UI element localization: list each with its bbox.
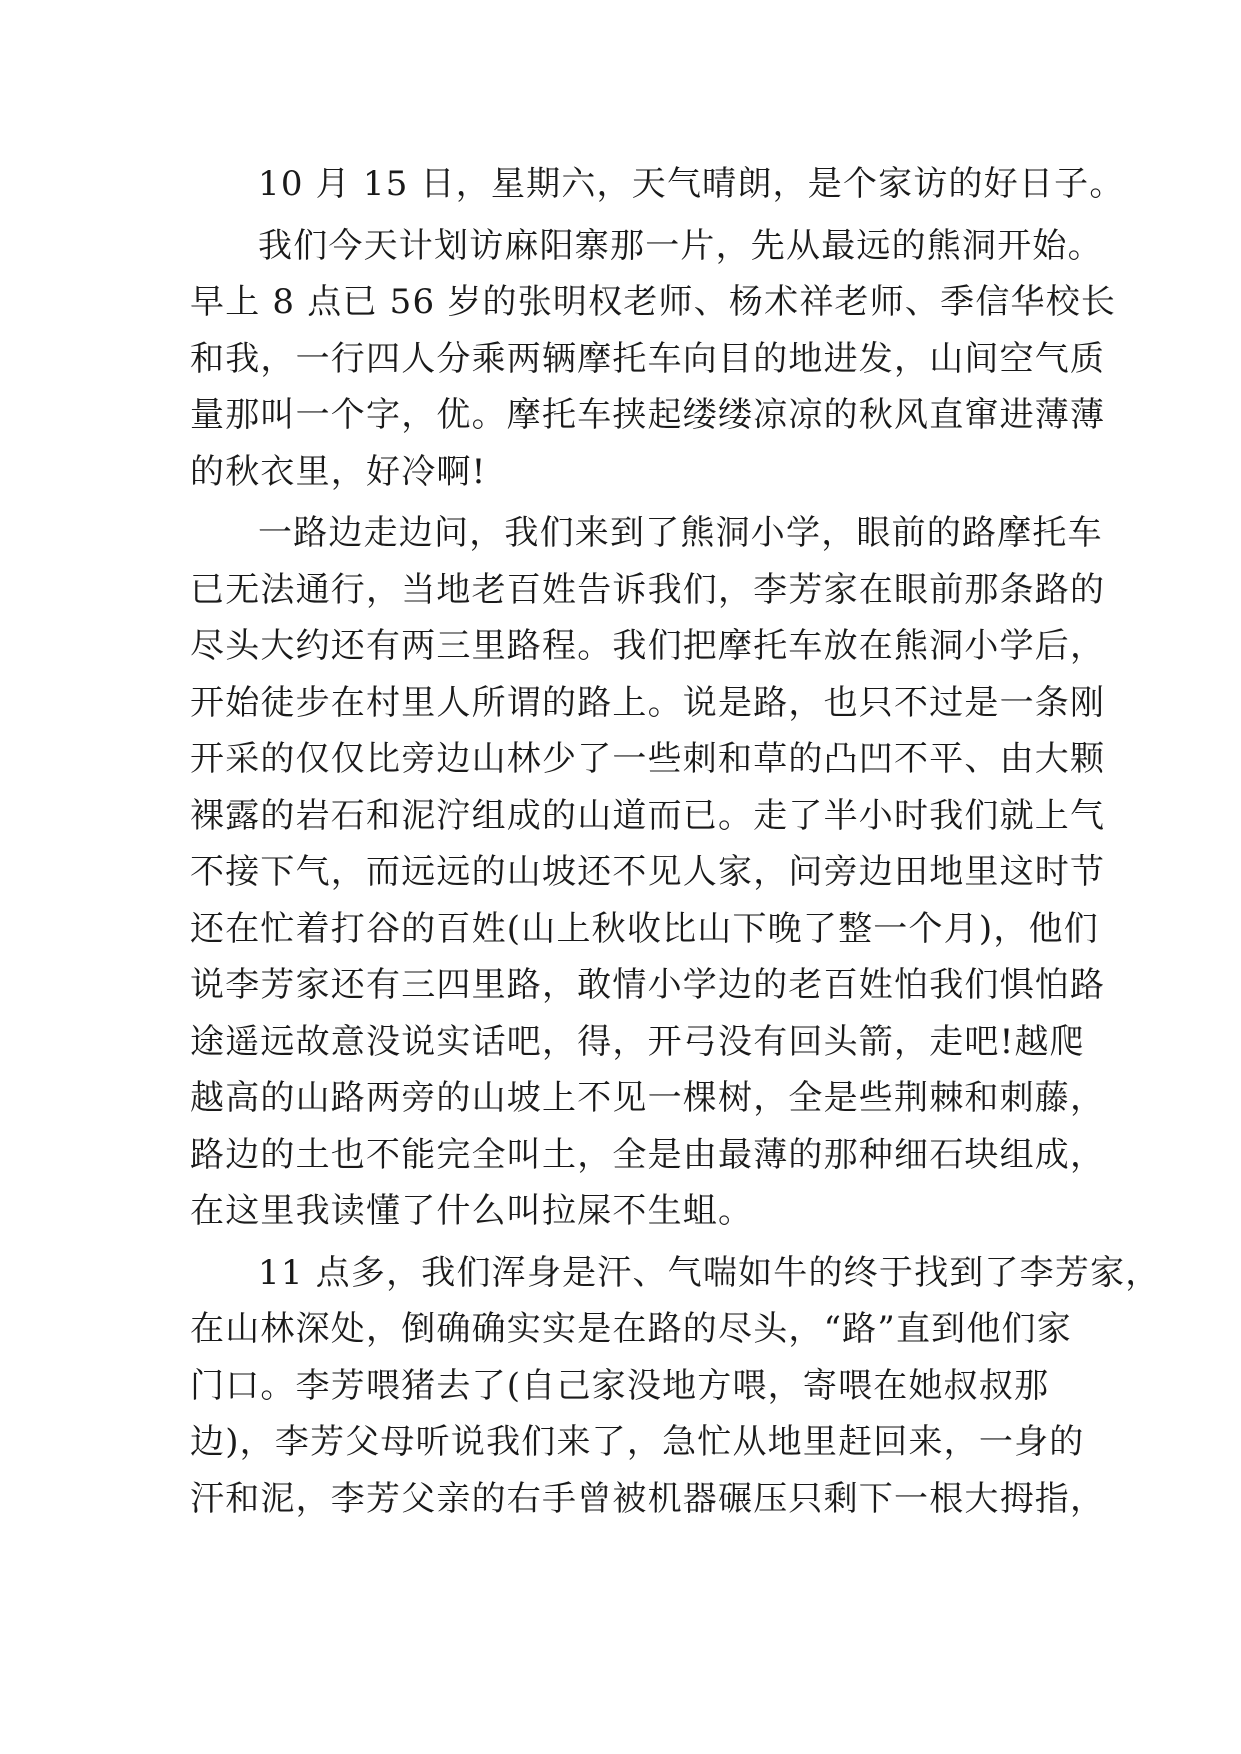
paragraph-line: 开始徒步在村里人所谓的路上。说是路，也只不过是一条刚 xyxy=(190,682,1106,723)
paragraph-line: 我们今天计划访麻阳寨那一片，先从最远的熊洞开始。 xyxy=(258,225,1103,266)
paragraph-line: 早上 8 点已 56 岁的张明权老师、杨术祥老师、季信华校长 xyxy=(190,282,1117,322)
paragraph-line: 裸露的岩石和泥泞组成的山道而已。走了半小时我们就上气 xyxy=(190,795,1106,836)
paragraph-line: 门口。李芳喂猪去了(自己家没地方喂，寄喂在她叔叔那 xyxy=(190,1365,1050,1406)
paragraph-line: 在山林深处，倒确确实实是在路的尽头，“路”直到他们家 xyxy=(190,1309,1072,1349)
paragraph-line: 开采的仅仅比旁边山林少了一些刺和草的凸凹不平、由大颗 xyxy=(190,739,1106,779)
paragraph-line: 在这里我读懂了什么叫拉屎不生蛆。 xyxy=(190,1191,754,1231)
paragraph-line: 说李芳家还有三四里路，敢情小学边的老百姓怕我们惧怕路 xyxy=(190,965,1106,1005)
paragraph-line: 边)，李芳父母听说我们来了，急忙从地里赶回来，一身的 xyxy=(190,1422,1085,1462)
paragraph-line: 不接下气，而远远的山坡还不见人家，问旁边田地里这时节 xyxy=(190,852,1106,892)
paragraph-line: 尽头大约还有两三里路程。我们把摩托车放在熊洞小学后， xyxy=(190,626,1106,666)
paragraph-line: 汗和泥，李芳父亲的右手曾被机器碾压只剩下一根大拇指， xyxy=(190,1478,1106,1519)
paragraph-line: 的秋衣里，好冷啊! xyxy=(190,451,487,492)
paragraph-line: 11 点多，我们浑身是汗、气喘如牛的终于找到了李芳家， xyxy=(258,1252,1161,1293)
paragraph-line: 已无法通行，当地老百姓告诉我们，李芳家在眼前那条路的 xyxy=(190,569,1106,610)
paragraph-line: 路边的土也不能完全叫土，全是由最薄的那种细石块组成， xyxy=(190,1134,1106,1175)
paragraph-line: 一路边走边问，我们来到了熊洞小学，眼前的路摩托车 xyxy=(258,513,1103,553)
paragraph-line: 还在忙着打谷的百姓(山上秋收比山下晚了整一个月)，他们 xyxy=(190,908,1099,949)
paragraph-line: 量那叫一个字，优。摩托车挟起缕缕凉凉的秋风直窜进薄薄 xyxy=(190,395,1106,435)
document-body xyxy=(190,156,1161,1527)
paragraph-line: 10 月 15 日，星期六，天气晴朗，是个家访的好日子。 xyxy=(258,164,1125,204)
paragraph-line: 越高的山路两旁的山坡上不见一棵树，全是些荆棘和刺藤， xyxy=(190,1078,1106,1118)
paragraph-line: 和我，一行四人分乘两辆摩托车向目的地进发，山间空气质 xyxy=(190,338,1106,379)
paragraph-line: 途遥远故意没说实话吧，得，开弓没有回头箭，走吧!越爬 xyxy=(190,1021,1085,1062)
